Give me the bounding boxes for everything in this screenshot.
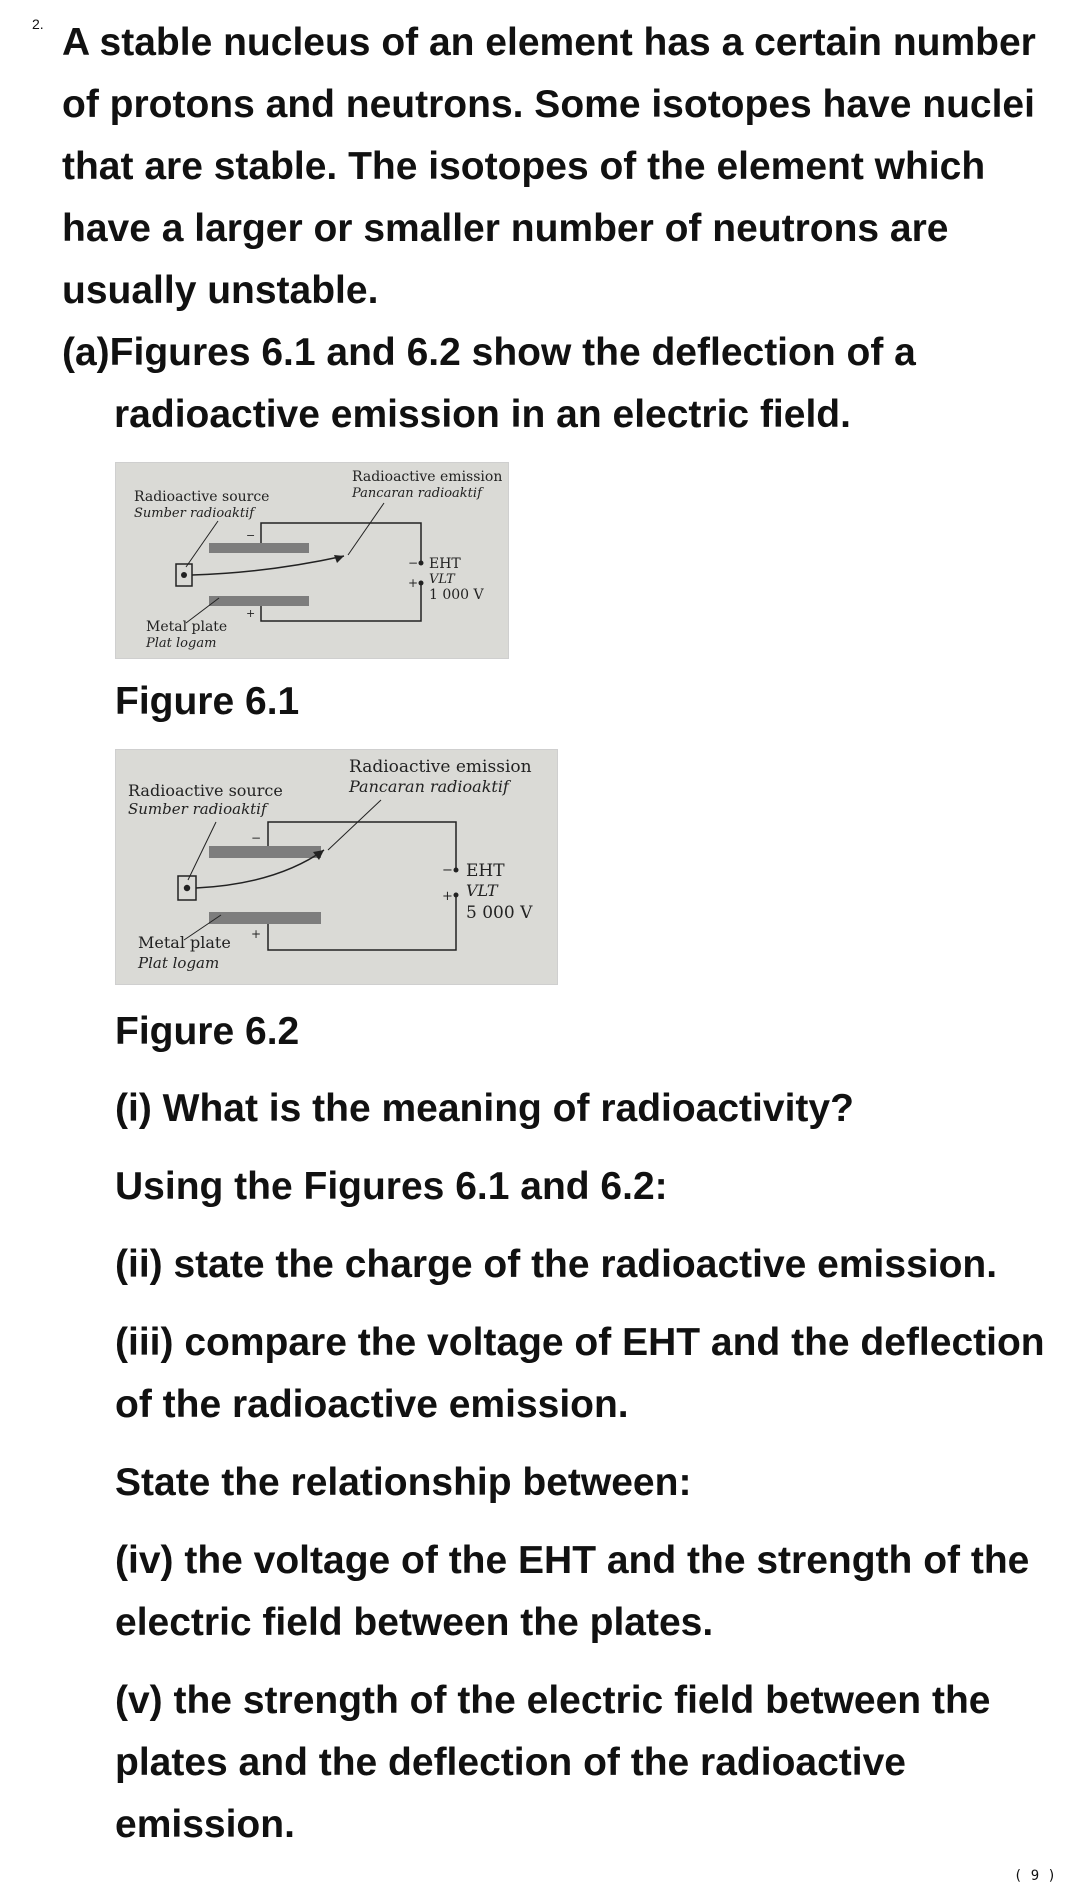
- fig2-minus: −: [442, 863, 453, 878]
- fig2-vlt: VLT: [466, 881, 498, 900]
- bottom-plate: [209, 912, 321, 924]
- part-a-line1: Figures 6.1 and 6.2 show the deflection of a: [109, 331, 916, 374]
- figure-6-1-diagram: [115, 462, 509, 659]
- fig1-minus: −: [408, 556, 419, 570]
- fig1-voltage: 1 000 V: [429, 587, 484, 603]
- part-a-stem: [62, 322, 1062, 446]
- fig2-emission-en: Radioactive emission: [349, 757, 532, 777]
- bottom-plate: [209, 596, 309, 606]
- fig1-vlt: VLT: [429, 572, 455, 587]
- fig1-source-en: Radioactive source: [134, 489, 270, 505]
- fig2-eht: EHT: [466, 861, 505, 881]
- top-plate: [209, 543, 309, 553]
- fig2-source-ms: Sumber radioaktif: [128, 800, 267, 818]
- fig1-eht: EHT: [429, 556, 461, 572]
- fig2-emission-ms: Pancaran radioaktif: [349, 777, 509, 796]
- using-figures-heading: Using the Figures 6.1 and 6.2:: [115, 1165, 668, 1208]
- fig1-emission-ms: Pancaran radioaktif: [352, 486, 482, 501]
- question-number: 2.: [32, 16, 44, 32]
- item-iv: (iv) the voltage of the EHT and the strength of the electric field between the plates.: [115, 1539, 1030, 1644]
- state-relationship-heading: State the relationship between:: [115, 1461, 692, 1504]
- fig2-plate-ms: Plat logam: [138, 954, 220, 972]
- fig1-source-ms: Sumber radioaktif: [134, 506, 255, 521]
- fig1-plate-en: Metal plate: [146, 619, 228, 635]
- figure-6-2-caption: Figure 6.2: [115, 1010, 300, 1053]
- fig2-plate-en: Metal plate: [138, 933, 231, 952]
- question-intro: A stable nucleus of an element has a certain number of protons and neutrons. Some isotopes have nuclei that are stable. The isotopes of the element which have a larger or smaller number of neutrons are usually unstable.: [62, 21, 1036, 312]
- fig2-plus: +: [442, 889, 453, 904]
- part-a-line2: radioactive emission in an electric field.: [114, 393, 851, 436]
- item-iii: (iii) compare the voltage of EHT and the deflection of the radioactive emission.: [115, 1321, 1045, 1426]
- fig1-emission-en: Radioactive emission: [352, 469, 503, 485]
- figure-6-2-diagram: [115, 749, 558, 985]
- item-v: (v) the strength of the electric field between the plates and the deflection of the radioactive emission.: [115, 1679, 991, 1846]
- item-ii: (ii) state the charge of the radioactive emission.: [115, 1243, 998, 1286]
- fig2-source-en: Radioactive source: [128, 781, 283, 800]
- top-plate: [209, 846, 321, 858]
- part-a-label: (a): [62, 331, 110, 374]
- figure-6-1-caption: Figure 6.1: [115, 680, 300, 723]
- fig2-bottom-plate-sign: +: [251, 927, 262, 941]
- fig2-voltage: 5 000 V: [466, 903, 533, 923]
- fig1-bottom-plate-sign: +: [246, 607, 256, 620]
- fig2-top-plate-sign: −: [251, 831, 262, 845]
- item-i: (i) What is the meaning of radioactivity?: [115, 1087, 854, 1130]
- fig1-plate-ms: Plat logam: [146, 636, 217, 651]
- fig1-top-plate-sign: −: [246, 529, 256, 542]
- page-number: ( 9 ): [1013, 1868, 1056, 1884]
- fig1-plus: +: [408, 576, 419, 590]
